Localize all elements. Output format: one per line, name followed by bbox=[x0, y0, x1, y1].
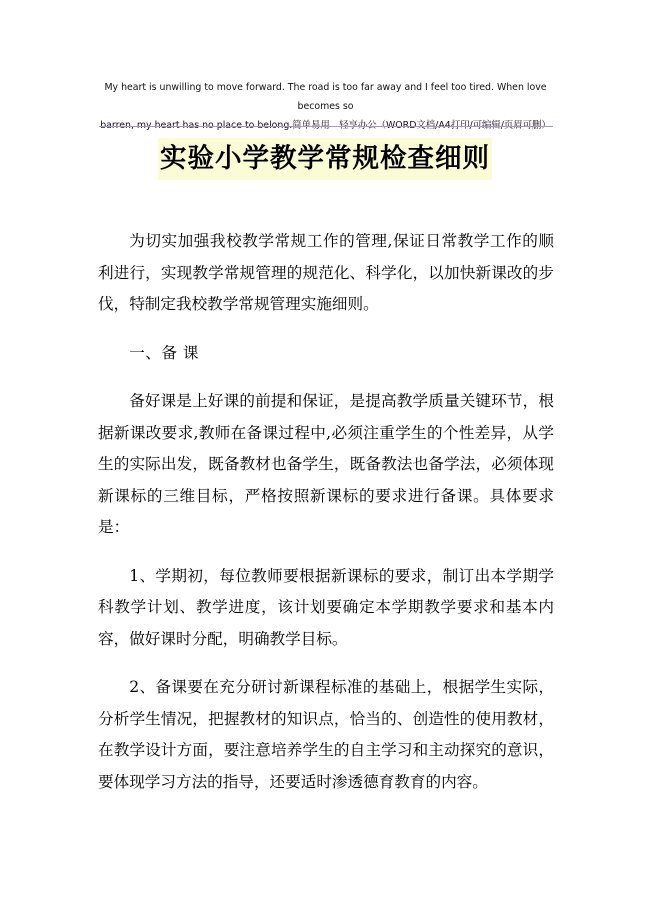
intro-paragraph: 为切实加强我校教学常规工作的管理,保证日常教学工作的顺利进行，实现教学常规管理的规范化、科学化，以加快新课改的步伐，特制定我校教学常规管理实施细则。 bbox=[98, 232, 554, 313]
section-heading-lesson-prep: 一、备 课 bbox=[129, 343, 200, 362]
list-item-2: 2、备课要在充分研讨新课程标准的基础上，根据学生实际，分析学生情况，把握教材的知识点，恰当的、创造性的使用教材，在教学设计方面，要注意培养学生的自主学习和主动探究的意识，要体现学习方法的指导，还要适时渗透德育教育的内容。 bbox=[98, 678, 554, 791]
header-line-1: My heart is unwilling to move forward. The road is too far away and I feel too tired. When love becomes so bbox=[104, 82, 547, 112]
header-divider bbox=[99, 126, 553, 127]
body-paragraph: 备好课是上好课的前提和保证，是提高教学质量关键环节，根据新课改要求,教师在备课过程中,必须注重学生的个性差异，从学生的实际出发，既备教材也备学生，既备教法也备学法，必须体现新课标的三维目标，严格按照新课标的要求进行备课。具体要求是： bbox=[98, 392, 554, 536]
document-title: 实验小学教学常规检查细则 bbox=[158, 138, 492, 180]
document-body bbox=[98, 226, 554, 815]
title-container bbox=[0, 138, 650, 180]
list-item-1: 1、学期初，每位教师要根据新课标的要求，制订出本学期学科教学计划、教学进度，该计划要确定本学期教学要求和基本内容，做好课时分配，明确教学目标。 bbox=[98, 566, 554, 648]
header-line-2: barren, my heart has no place to belong.简单易用 轻享办公（WORD文档/A4打印/可编辑/页眉可删） bbox=[100, 120, 551, 131]
